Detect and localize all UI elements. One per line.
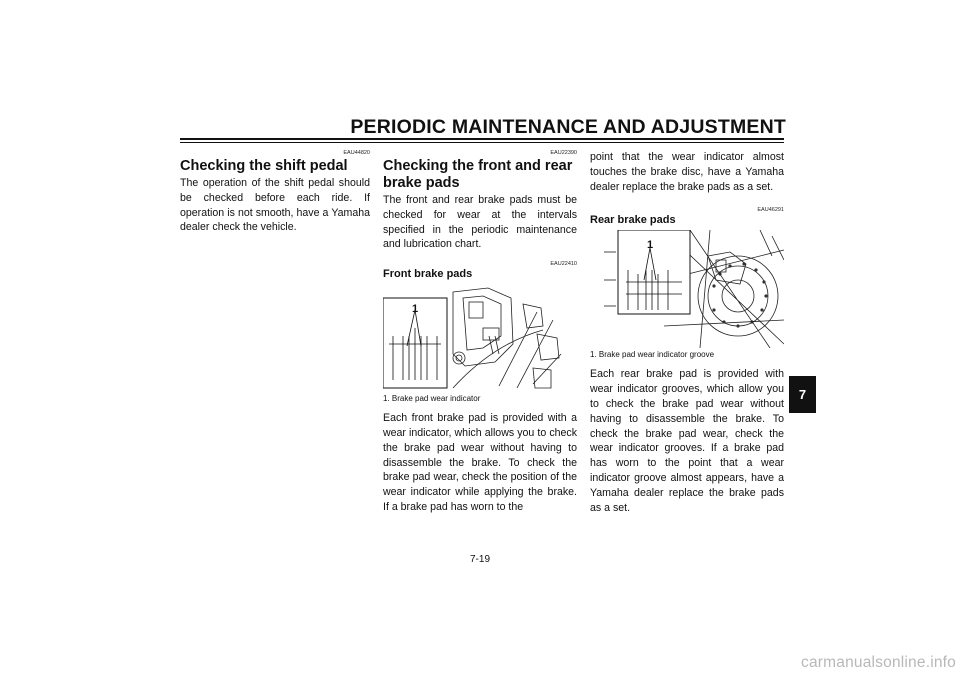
front-brake-illustration (383, 284, 577, 390)
figure-caption: 1. Brake pad wear indicator (383, 394, 481, 404)
section-code: EAU44820 (343, 150, 370, 156)
callout-number: 1 (647, 239, 654, 252)
section-title: Checking the front and rear brake pads (383, 158, 573, 191)
header-rule-thick (180, 138, 784, 140)
page-number: 7-19 (469, 554, 490, 565)
subsection-title: Rear brake pads (590, 214, 676, 227)
figure-caption: 1. Brake pad wear indicator groove (590, 350, 715, 360)
section-intro: The front and rear brake pads must be checked for wear at the intervals specified in the periodic maintenance and lubrication chart. (383, 194, 577, 251)
section-body: The operation of the shift pedal should be checked before each ride. If operation is not smooth, have a Yamaha dealer check the vehicle. (180, 177, 370, 234)
chapter-tab: 7 (789, 376, 816, 413)
section-body: Each rear brake pad is provided with wear indicator grooves, which allow you to check the brake pad wear without having to disassemble the brake. To check the brake pad wear, check the wear indicator grooves. If a brake pad has worn to the point that a wear indicator groove almost appears, have a Yamaha dealer replace the brake pads as a set. (590, 368, 784, 514)
column-shift-pedal (180, 150, 370, 235)
section-code: EAU22390 (550, 150, 577, 156)
column-brake-pads (383, 150, 577, 515)
footer-watermark: carmanualsonline.info (801, 654, 956, 671)
page-header-title: PERIODIC MAINTENANCE AND ADJUSTMENT (350, 116, 786, 138)
section-title: Checking the shift pedal (180, 158, 348, 174)
subsection-code: EAU46291 (757, 207, 784, 214)
callout-number: 1 (412, 303, 419, 316)
subsection-code: EAU22410 (550, 261, 577, 268)
rear-brake-illustration (590, 230, 784, 348)
header-rule-thin (180, 142, 784, 143)
subsection-title: Front brake pads (383, 268, 473, 281)
section-body: Each front brake pad is provided with a wear indicator, which allows you to check the brake pad wear without having to disassemble the brake. To check the brake pad wear, check the position of the wear indicator while applying the brake. If a brake pad has worn to the (383, 412, 577, 513)
column-brake-pads-continued (590, 150, 784, 515)
section-body-continued: point that the wear indicator almost touches the brake disc, have a Yamaha dealer replace the brake pads as a set. (590, 151, 784, 193)
